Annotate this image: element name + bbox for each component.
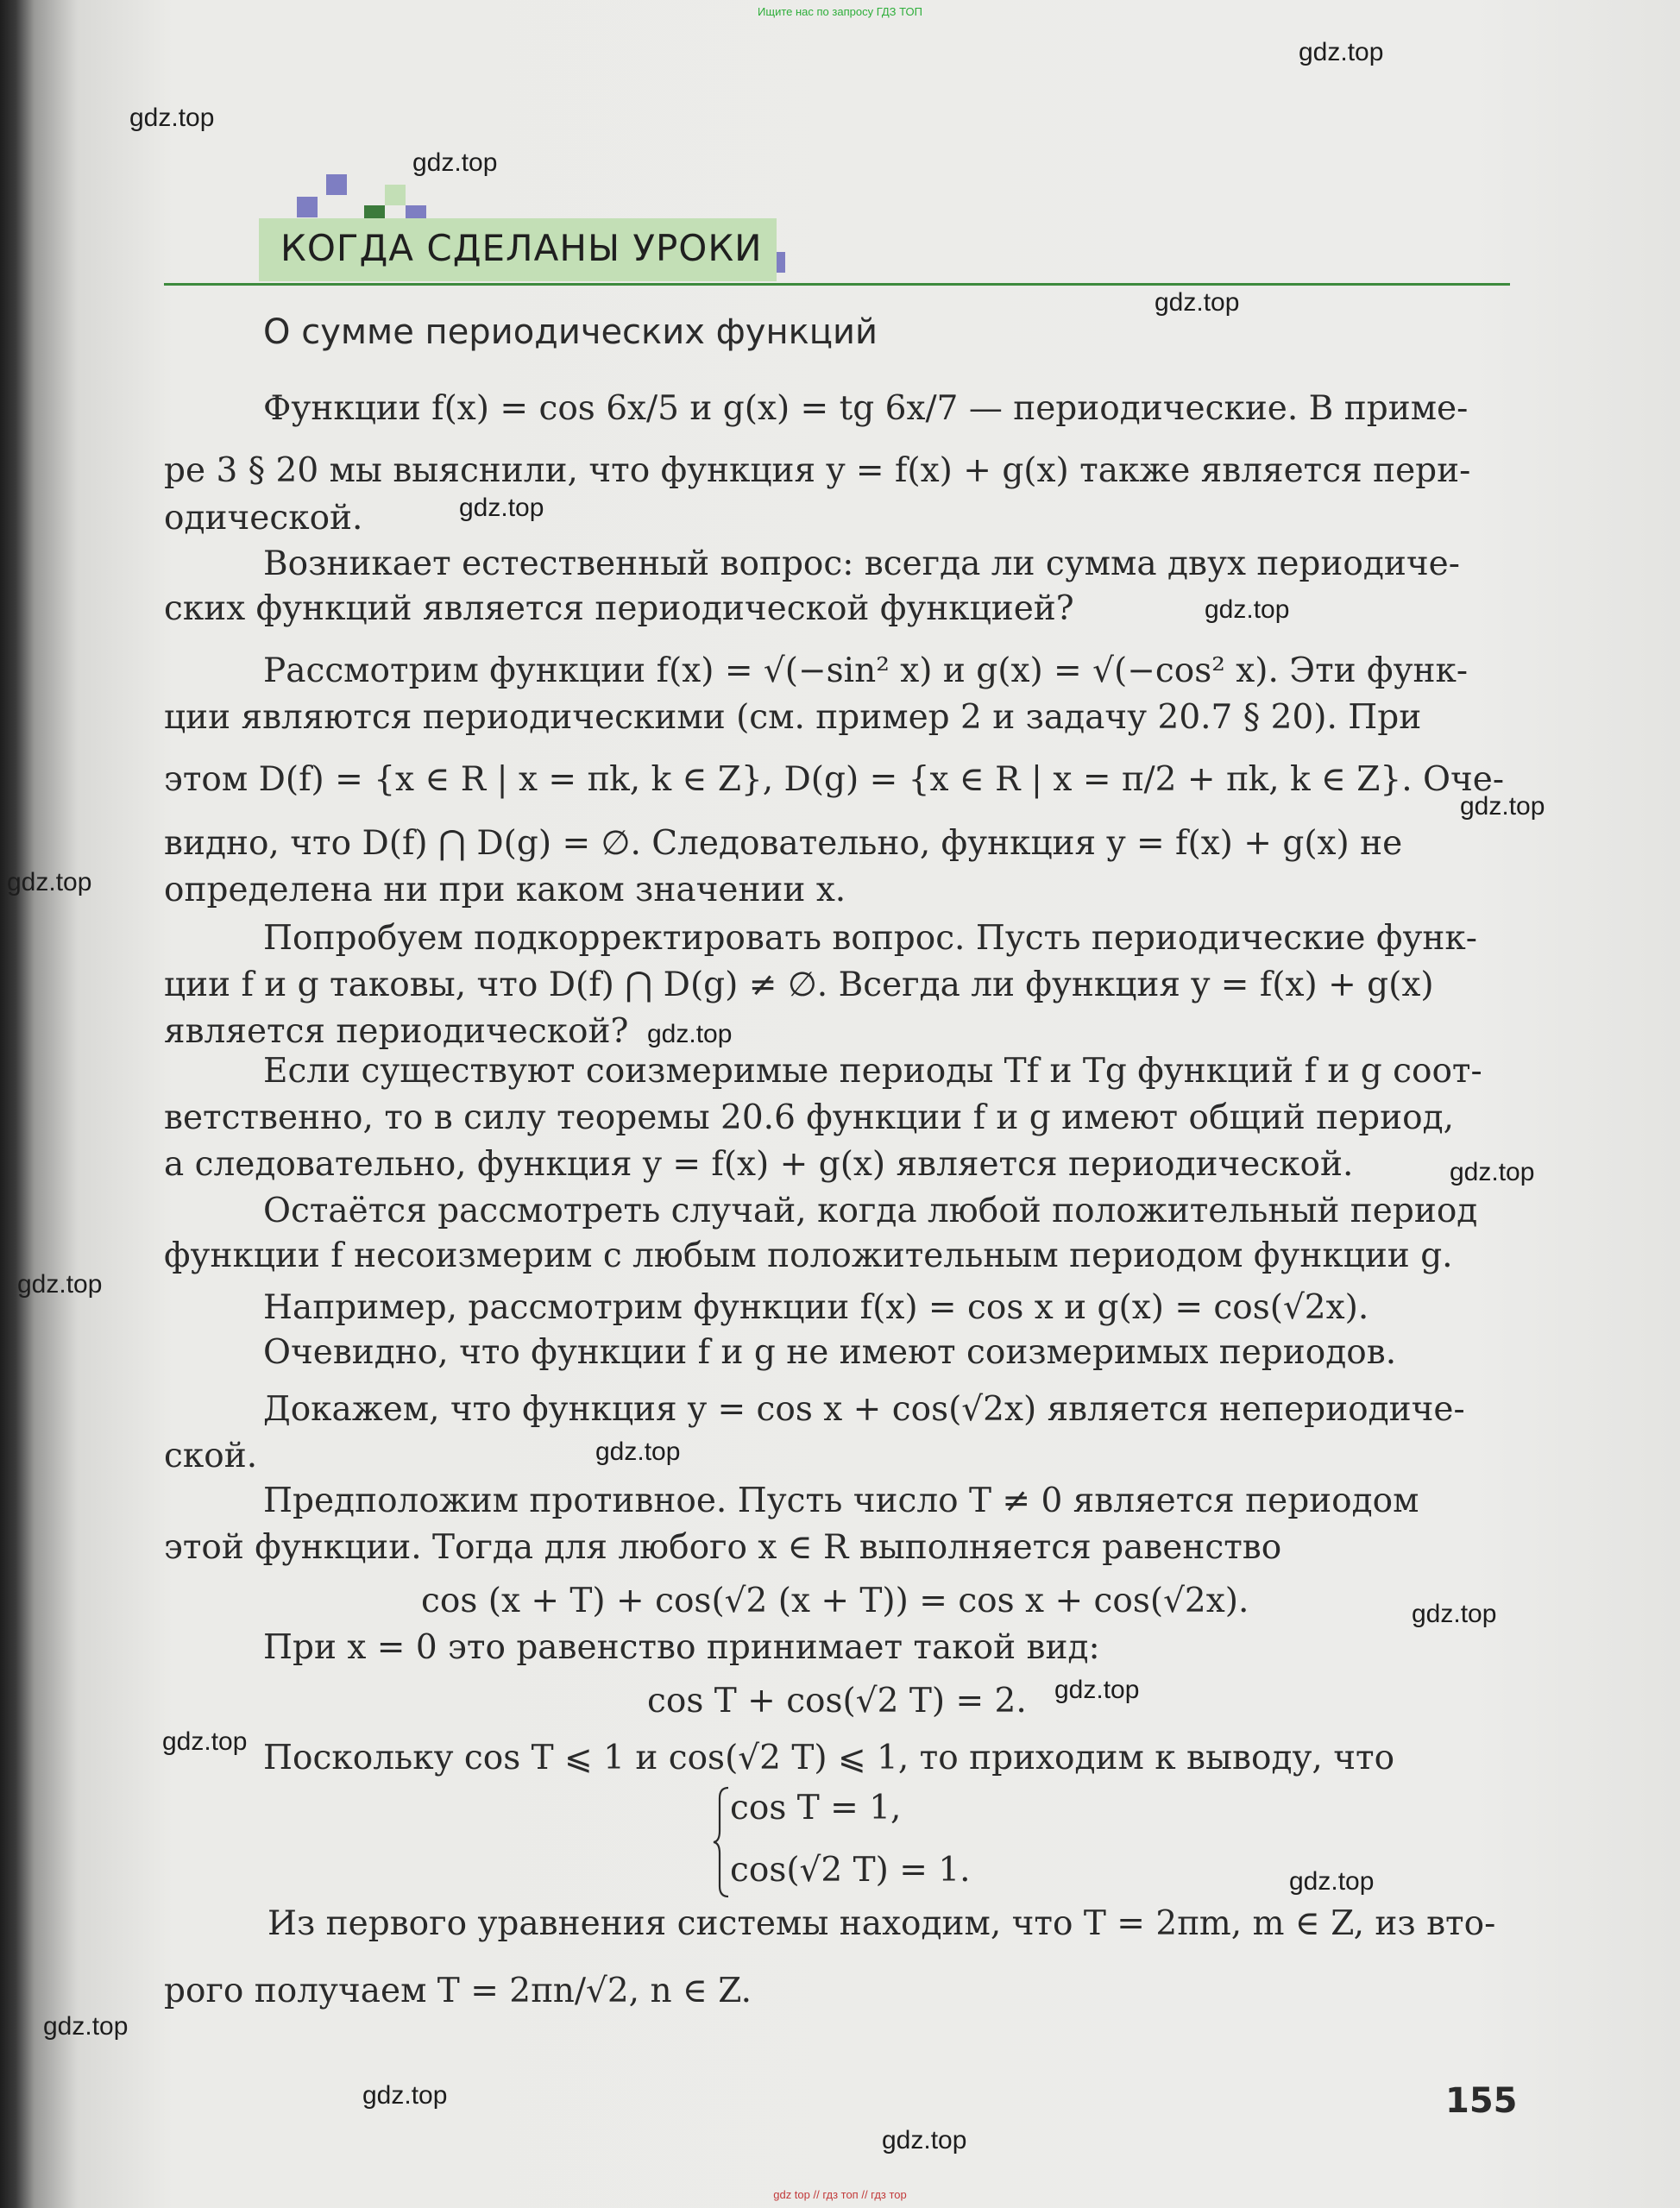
text-line: При x = 0 это равенство принимает такой вид: bbox=[263, 1628, 1100, 1667]
text-line: определена ни при каком значении x. bbox=[164, 871, 846, 909]
watermark: gdz.top bbox=[1205, 595, 1290, 624]
text-line: Например, рассмотрим функции f(x) = cos x и g(x) = cos(√2x). bbox=[263, 1288, 1369, 1327]
watermark: gdz.top bbox=[1450, 1158, 1535, 1186]
text-line: ре 3 § 20 мы выяснили, что функция y = f(x) + g(x) также является пери- bbox=[164, 451, 1471, 490]
watermark: gdz.top bbox=[1155, 288, 1240, 317]
watermark: gdz.top bbox=[459, 494, 544, 522]
header-rule bbox=[164, 283, 1510, 286]
header-square bbox=[326, 174, 347, 195]
watermark: gdz.top bbox=[43, 2012, 129, 2041]
equation: cos T + cos(√2 T) = 2. bbox=[647, 1682, 1027, 1720]
text-line: а следовательно, функция y = f(x) + g(x) является периодической. bbox=[164, 1145, 1354, 1184]
text-line: является периодической? bbox=[164, 1012, 629, 1051]
text-line: Поскольку cos T ⩽ 1 и cos(√2 T) ⩽ 1, то приходим к выводу, что bbox=[263, 1739, 1395, 1777]
bottom-banner: gdz top // гдз топ // гдз тор bbox=[773, 2188, 907, 2201]
page-number: 155 bbox=[1445, 2081, 1518, 2121]
text-line: Остаётся рассмотреть случай, когда любой положительный период bbox=[263, 1192, 1478, 1230]
text-line: Попробуем подкорректировать вопрос. Пусть периодические функ- bbox=[263, 919, 1477, 958]
text-line: Предположим противное. Пусть число T ≠ 0 является периодом bbox=[263, 1481, 1419, 1520]
watermark: gdz.top bbox=[362, 2081, 448, 2110]
text-line: ской. bbox=[164, 1437, 258, 1475]
text-line: ветственно, то в силу теоремы 20.6 функции f и g имеют общий период, bbox=[164, 1098, 1455, 1137]
text-line: Рассмотрим функции f(x) = √(−sin² x) и g(x) = √(−cos² x). Эти функ- bbox=[263, 651, 1469, 690]
header-square bbox=[385, 185, 406, 205]
watermark: gdz.top bbox=[882, 2126, 967, 2155]
watermark: gdz.top bbox=[647, 1020, 733, 1048]
text-line: Возникает естественный вопрос: всегда ли сумма двух периодиче- bbox=[263, 544, 1460, 583]
system-brace bbox=[713, 1786, 730, 1898]
equation: cos (x + T) + cos(√2 (x + T)) = cos x + cos(√2x). bbox=[421, 1582, 1249, 1620]
system-equation-1: cos T = 1, bbox=[730, 1789, 902, 1827]
text-line: одической. bbox=[164, 499, 363, 538]
text-line: ских функций является периодической функцией? bbox=[164, 589, 1074, 628]
watermark: gdz.top bbox=[162, 1727, 248, 1756]
watermark: gdz.top bbox=[7, 868, 92, 896]
watermark: gdz.top bbox=[1412, 1600, 1497, 1628]
watermark: gdz.top bbox=[412, 148, 498, 177]
text-line: этой функции. Тогда для любого x ∈ R выполняется равенство bbox=[164, 1528, 1282, 1567]
watermark: gdz.top bbox=[129, 104, 215, 132]
watermark: gdz.top bbox=[1289, 1867, 1375, 1896]
text-line: Очевидно, что функции f и g не имеют соизмеримых периодов. bbox=[263, 1333, 1397, 1372]
text-line: ции являются периодическими (см. пример 2 и задачу 20.7 § 20). При bbox=[164, 698, 1422, 737]
section-title: КОГДА СДЕЛАНЫ УРОКИ bbox=[280, 227, 763, 269]
top-banner: Ищите нас по запросу ГДЗ ТОП bbox=[758, 5, 922, 18]
watermark: gdz.top bbox=[595, 1437, 681, 1466]
text-line: функции f несоизмерим с любым положительным периодом функции g. bbox=[164, 1236, 1453, 1275]
text-line: Если существуют соизмеримые периоды Tf и Tg функций f и g соот- bbox=[263, 1052, 1482, 1091]
watermark: gdz.top bbox=[1054, 1676, 1140, 1704]
text-line: этом D(f) = {x ∈ R | x = πk, k ∈ Z}, D(g) = {x ∈ R | x = π/2 + πk, k ∈ Z}. Оче- bbox=[164, 760, 1505, 799]
text-line: Докажем, что функция y = cos x + cos(√2x) является непериодиче- bbox=[263, 1390, 1465, 1429]
watermark: gdz.top bbox=[17, 1270, 103, 1299]
text-line: рого получаем T = 2πn/√2, n ∈ Z. bbox=[164, 1972, 752, 2010]
text-line: ции f и g таковы, что D(f) ⋂ D(g) ≠ ∅. Всегда ли функция y = f(x) + g(x) bbox=[164, 966, 1434, 1004]
text-line: Из первого уравнения системы находим, что T = 2πm, m ∈ Z, из вто- bbox=[267, 1904, 1496, 1943]
subtitle: О сумме периодических функций bbox=[263, 312, 878, 352]
watermark: gdz.top bbox=[1460, 792, 1545, 821]
watermark: gdz.top bbox=[1299, 38, 1384, 66]
header-square bbox=[297, 197, 318, 217]
text-line: Функции f(x) = cos 6x/5 и g(x) = tg 6x/7 — периодические. В приме- bbox=[263, 389, 1469, 428]
system-equation-2: cos(√2 T) = 1. bbox=[730, 1851, 971, 1890]
text-line: видно, что D(f) ⋂ D(g) = ∅. Следовательно, функция y = f(x) + g(x) не bbox=[164, 824, 1403, 863]
